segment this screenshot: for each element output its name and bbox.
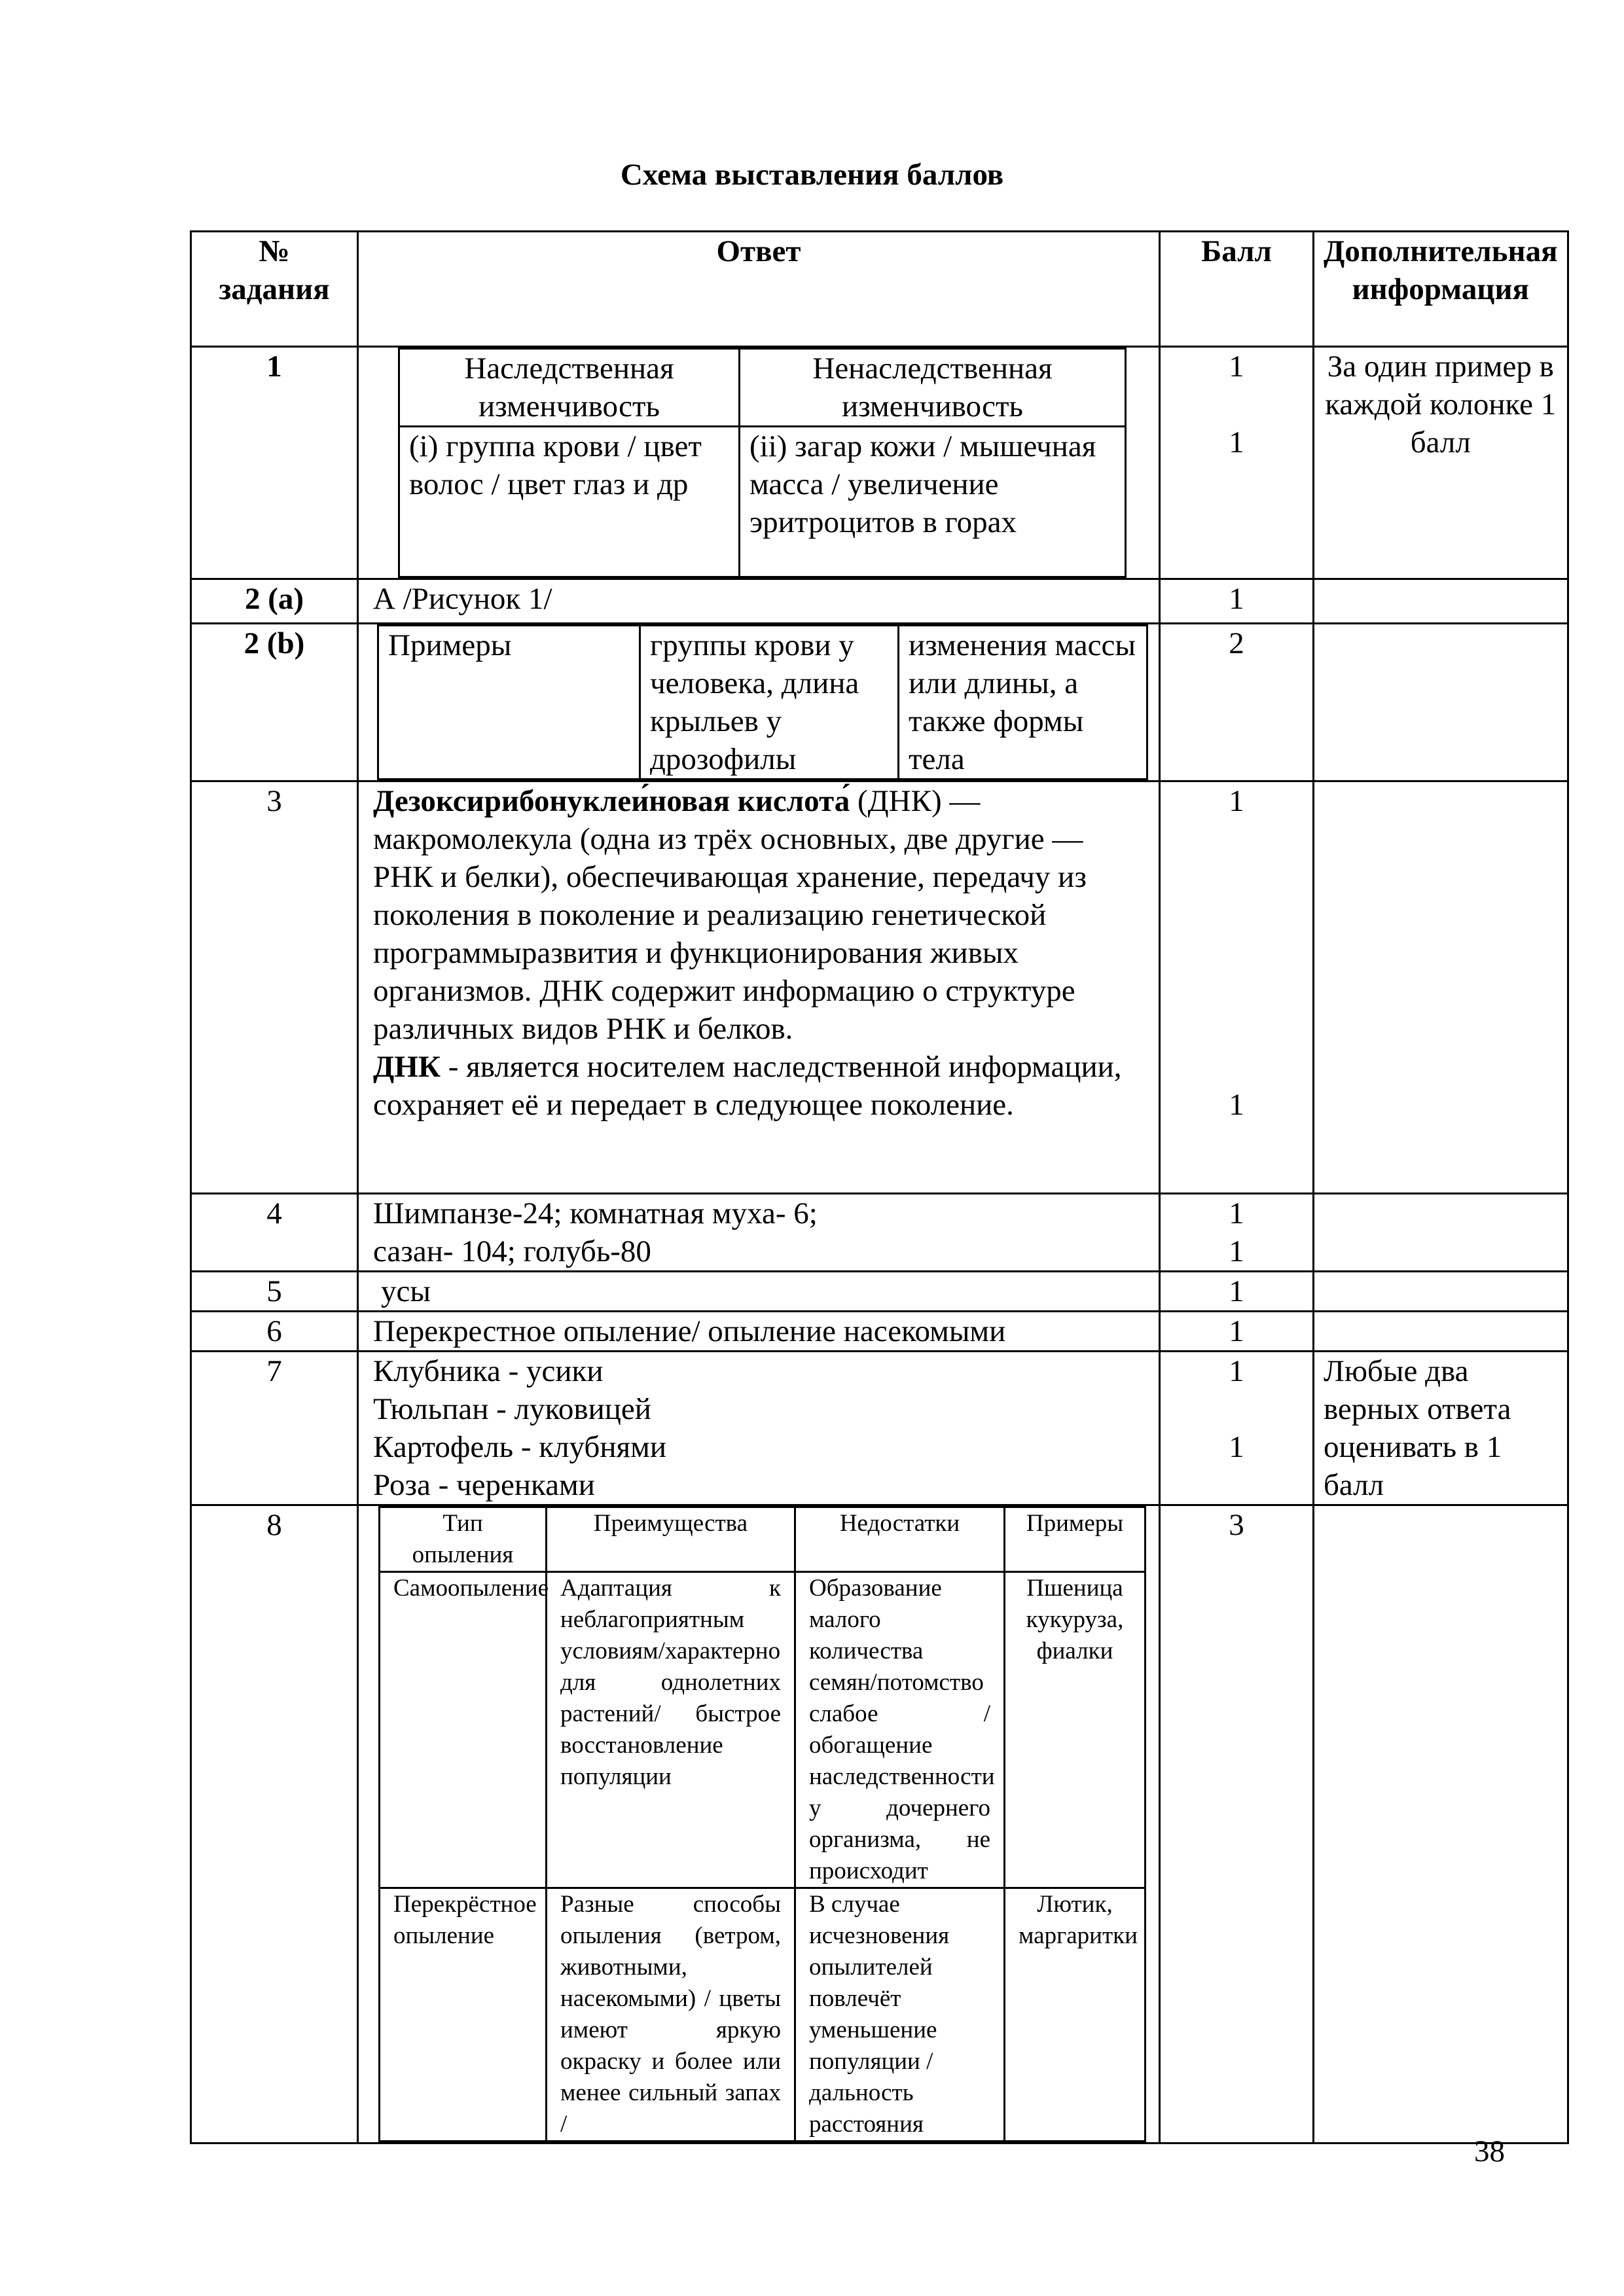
header-num: № задания (191, 232, 358, 347)
score-cell (1160, 347, 1314, 579)
info-cell (1314, 1505, 1568, 2144)
pollination-type: Перекрёстное опыление (380, 1888, 547, 2142)
answer-cell (358, 1505, 1160, 2144)
info-cell (1314, 624, 1568, 781)
col-header: Примеры (1005, 1507, 1146, 1572)
task-number: 5 (191, 1272, 358, 1312)
disadvantages: В случае исчезновения опылителей повлечёт уменьшение популяции / дальность расстояния (795, 1888, 1005, 2142)
answer-line: Картофель - клубнями (373, 1430, 666, 1464)
score-value: 1 (1229, 784, 1244, 818)
score-cell: 1 (1160, 1272, 1314, 1312)
page-number: 38 (1474, 2134, 1505, 2168)
info-cell: Любые два верных ответа оценивать в 1 балл (1314, 1352, 1568, 1505)
scoring-table (190, 230, 1569, 2144)
header-answer: Ответ (358, 232, 1160, 347)
table-row-q6 (191, 1312, 1568, 1352)
nonhereditary-header: Ненаследственная изменчивость (740, 349, 1126, 427)
table-row-q8 (191, 1505, 1568, 2144)
variability-table (398, 348, 1127, 578)
info-cell (1314, 781, 1568, 1194)
table-row (380, 1888, 1146, 2142)
task-number: 2 (a) (191, 579, 358, 624)
pollination-type: Самоопыление (380, 1572, 547, 1888)
task-number: 2 (b) (191, 624, 358, 781)
task-number: 4 (191, 1194, 358, 1272)
advantages: Адаптация к неблагоприятным условиям/характерно для однолетних растений/ быстрое восстановление популяции (547, 1572, 795, 1888)
task-number: 1 (191, 347, 358, 579)
col-header: Недостатки (795, 1507, 1005, 1572)
answer-cell (358, 1352, 1160, 1505)
score-value: 1 (1229, 1234, 1244, 1268)
score-cell (1160, 781, 1314, 1194)
examples: Лютик, маргаритки (1005, 1888, 1146, 2142)
hereditary-examples: (i) группа крови / цвет волос / цвет глаз и др (399, 427, 740, 577)
pollination-table (378, 1506, 1146, 2142)
score-cell (1160, 1194, 1314, 1272)
table-row-q4 (191, 1194, 1568, 1272)
col-header: Преимущества (547, 1507, 795, 1572)
task-number: 7 (191, 1352, 358, 1505)
score-cell: 1 (1160, 579, 1314, 624)
answer-line: Тюльпан - луковицей (373, 1392, 651, 1426)
answer-cell (358, 624, 1160, 781)
answer-line: сазан- 104; голубь-80 (373, 1234, 651, 1268)
info-cell (1314, 1272, 1568, 1312)
hereditary-examples: группы крови у человека, длина крыльев у дрозофилы (640, 626, 899, 780)
info-cell (1314, 1312, 1568, 1352)
dna-function (373, 1048, 1149, 1124)
task-number: 3 (191, 781, 358, 1194)
definition-text: (ДНК) — макромолекула (одна из трёх основных, две другие — РНК и белки), обеспечивающая хранение, передачу из поколения в поколение и реализацию генетической программыразвития и функционирования живых организмов. ДНК содержит информацию о структуре различных видов РНК и белков. (373, 784, 1087, 1046)
function-text: - является носителем наследственной информации, сохраняет её и передает в следующее поколение. (373, 1050, 1122, 1122)
term-bold: ДНК (373, 1050, 441, 1084)
score-value: 1 (1229, 1430, 1244, 1464)
score-value: 1 (1229, 1354, 1244, 1388)
table-row-q2b (191, 624, 1568, 781)
pollination-header-row (380, 1507, 1146, 1572)
table-row-q2a (191, 579, 1568, 624)
header-info: Дополнительная информация (1314, 232, 1568, 347)
table-row-q7 (191, 1352, 1568, 1505)
answer-cell: Перекрестное опыление/ опыление насекомыми (358, 1312, 1160, 1352)
answer-line: Роза - черенками (373, 1468, 595, 1502)
answer-cell (358, 1194, 1160, 1272)
score-cell: 1 (1160, 1312, 1314, 1352)
score-value: 1 (1229, 425, 1244, 459)
answer-cell: А /Рисунок 1/ (358, 579, 1160, 624)
task-number: 6 (191, 1312, 358, 1352)
answer-cell (358, 781, 1160, 1194)
score-value: 1 (1229, 1088, 1244, 1122)
table-row-q3 (191, 781, 1568, 1194)
info-cell (1314, 1194, 1568, 1272)
hereditary-header: Наследственная изменчивость (399, 349, 740, 427)
page-title: Схема выставления баллов (620, 158, 1004, 192)
disadvantages: Образование малого количества семян/потомство слабое / обогащение наследственности у дочернего организма, не происходит (795, 1572, 1005, 1888)
score-cell: 2 (1160, 624, 1314, 781)
dna-definition (373, 782, 1149, 1048)
table-row-q5 (191, 1272, 1568, 1312)
examples-table (377, 624, 1148, 780)
answer-cell (358, 347, 1160, 579)
info-cell (1314, 579, 1568, 624)
score-value: 1 (1229, 350, 1244, 384)
table-row (380, 1572, 1146, 1888)
advantages: Разные способы опыления (ветром, животными, насекомыми) / цветы имеют яркую окраску и более или менее сильный запах / (547, 1888, 795, 2142)
answer-cell: усы (358, 1272, 1160, 1312)
info-cell: За один пример в каждой колонке 1 балл (1314, 347, 1568, 579)
nonhereditary-examples: (ii) загар кожи / мышечная масса / увеличение эритроцитов в горах (740, 427, 1126, 577)
header-score: Балл (1160, 232, 1314, 347)
answer-line: Шимпанзе-24; комнатная муха- 6; (373, 1196, 818, 1230)
term-bold: Дезоксирибонуклеи́новая кислота́ (373, 784, 850, 818)
score-value: 1 (1229, 1196, 1244, 1230)
table-row-q1 (191, 347, 1568, 579)
score-cell (1160, 1352, 1314, 1505)
col-header: Тип опыления (380, 1507, 547, 1572)
examples-label: Примеры (378, 626, 640, 780)
header-row (191, 232, 1568, 347)
answer-line: Клубника - усики (373, 1354, 604, 1388)
examples: Пшеница кукуруза, фиалки (1005, 1572, 1146, 1888)
modification-examples: изменения массы или длины, а также формы тела (899, 626, 1147, 780)
task-number: 8 (191, 1505, 358, 2144)
score-cell: 3 (1160, 1505, 1314, 2144)
